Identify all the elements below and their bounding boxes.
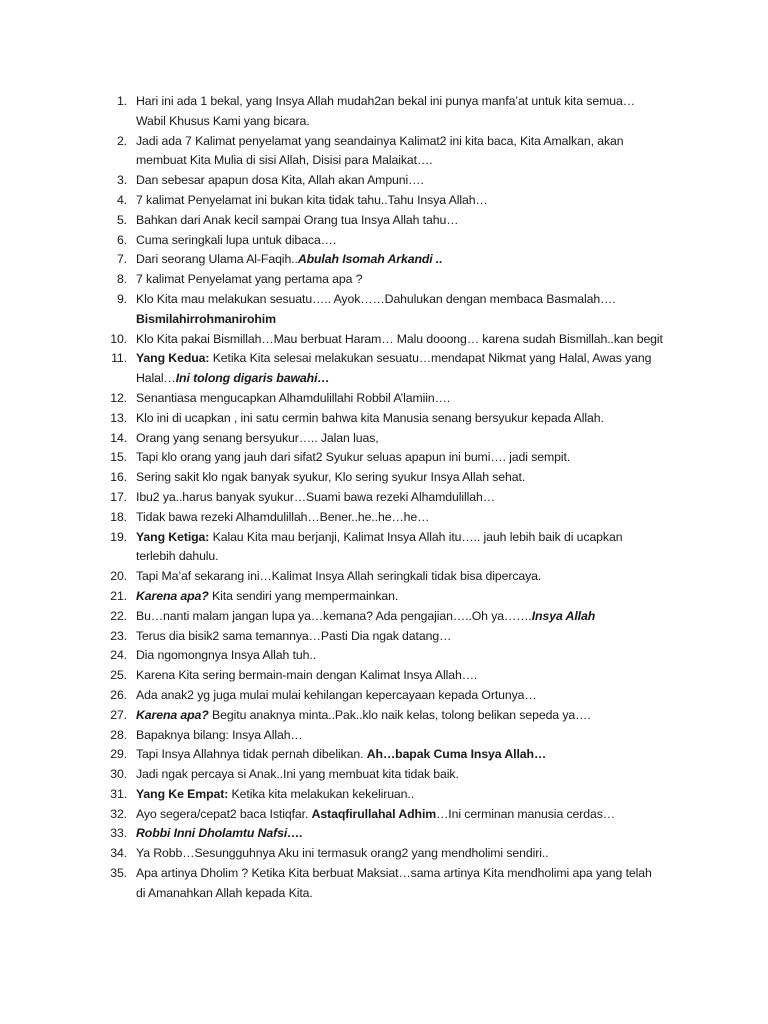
list-item-text: terlebih dahulu.	[136, 549, 219, 564]
list-item-text: Kita sendiri yang mempermainkan.	[208, 588, 399, 603]
list-item-number: 22.	[110, 608, 127, 623]
list-item-number: 9.	[116, 291, 127, 306]
list-item	[100, 171, 680, 191]
list-item-text: Halal…	[136, 371, 176, 386]
list-item-text: Robbi Inni Dholamtu Nafsi….	[136, 826, 303, 841]
list-item-text: Cuma seringkali lupa untuk dibaca….	[136, 232, 337, 247]
list-item-text: Tapi Ma’af sekarang ini…Kalimat Insya Allah seringkali tidak bisa dipercaya.	[136, 569, 542, 584]
list-item	[100, 765, 680, 785]
list-item-number: 35.	[110, 866, 127, 881]
list-item	[100, 587, 680, 607]
list-item-number: 34.	[110, 846, 127, 861]
list-item-text: Ketika kita melakukan kekeliruan..	[228, 786, 415, 801]
list-item-text: Hari ini ada 1 bekal, yang Insya Allah mudah2an bekal ini punya manfa’at untuk kita semua…	[136, 94, 635, 108]
list-item	[100, 706, 680, 726]
list-item	[100, 389, 680, 409]
list-item-number: 4.	[116, 192, 127, 207]
list-item-number: 32.	[110, 806, 127, 821]
list-item-text: Bu…nanti malam jangan lupa ya…kemana? Ada pengajian…..Oh ya…….	[136, 608, 532, 623]
list-item	[100, 745, 680, 765]
list-item	[100, 211, 680, 231]
list-item-text: Yang Ke Empat:	[136, 786, 229, 801]
list-item-text: 7 kalimat Penyelamat ini bukan kita tidak tahu..Tahu Insya Allah…	[136, 192, 488, 207]
list-item-text: Insya Allah	[531, 608, 596, 623]
list-item-text: …Ini cerminan manusia cerdas…	[436, 806, 616, 821]
list-item	[100, 726, 680, 746]
list-item-number: 5.	[116, 212, 127, 227]
list-item	[100, 349, 680, 389]
list-item-text: Bahkan dari Anak kecil sampai Orang tua Insya Allah tahu…	[136, 212, 459, 227]
list-item-text: Dia ngomongnya Insya Allah tuh..	[136, 648, 317, 663]
list-item-text: Ibu2 ya..harus banyak syukur…Suami bawa rezeki Alhamdulillah…	[136, 489, 495, 504]
list-item-text: Astaqfirullahal Adhim	[311, 806, 437, 821]
list-item	[100, 231, 680, 251]
list-item-text: Orang yang senang bersyukur….. Jalan luas,	[136, 430, 379, 445]
list-item-text: Dan sebesar apapun dosa Kita, Allah akan Ampuni….	[136, 173, 424, 188]
list-item-number: 25.	[110, 668, 127, 683]
list-item-number: 14.	[110, 430, 127, 445]
list-item-number: 31.	[110, 786, 127, 801]
list-item-number: 3.	[116, 173, 127, 188]
list-item	[100, 488, 680, 508]
list-item	[100, 92, 680, 132]
list-item-text: membuat Kita Mulia di sisi Allah, Disisi para Malaikat….	[136, 153, 433, 168]
list-item-text: Jadi ada 7 Kalimat penyelamat yang seandainya Kalimat2 ini kita baca, Kita Amalkan, akan	[136, 133, 624, 148]
list-item-number: 23.	[110, 628, 127, 643]
list-item-text: Yang Ketiga:	[136, 529, 210, 544]
list-item-number: 12.	[110, 390, 127, 405]
list-item	[100, 567, 680, 587]
list-item-number: 7.	[116, 252, 127, 267]
list-item	[100, 844, 680, 864]
list-item-text: Wabil Khusus Kami yang bicara.	[136, 113, 310, 128]
list-item-text: Terus dia bisik2 sama temannya…Pasti Dia ngak datang…	[136, 628, 452, 643]
list-item-text: Tapi Insya Allahnya tidak pernah dibelikan.	[136, 747, 367, 762]
list-item	[100, 627, 680, 647]
list-item	[100, 132, 680, 172]
list-item-text: Tidak bawa rezeki Alhamdulillah…Bener..he..he…he…	[136, 509, 430, 524]
list-item-text: Ah…bapak Cuma Insya Allah…	[366, 747, 547, 762]
list-item	[100, 805, 680, 825]
list-item-text: Tapi klo orang yang jauh dari sifat2 Syukur seluas apapun ini bumi…. jadi sempit.	[136, 450, 571, 465]
list-item-text: Apa artinya Dholim ? Ketika Kita berbuat Maksiat…sama artinya Kita mendholimi apa yang telah	[136, 866, 652, 881]
list-item	[100, 824, 680, 844]
list-item-text: Ketika Kita selesai melakukan sesuatu…mendapat Nikmat yang Halal, Awas yang	[209, 351, 652, 366]
list-item-text: Senantiasa mengucapkan Alhamdulillahi Robbil A’lamiin….	[136, 390, 451, 405]
list-item	[100, 508, 680, 528]
list-item	[100, 666, 680, 686]
list-item	[100, 290, 680, 330]
list-item	[100, 330, 680, 350]
list-item-number: 28.	[110, 727, 127, 742]
list-item	[100, 864, 680, 904]
list-item	[100, 646, 680, 666]
list-item	[100, 686, 680, 706]
list-item-text: Ini tolong digaris bawahi…	[175, 371, 330, 386]
list-item-number: 20.	[110, 569, 127, 584]
list-item	[100, 191, 680, 211]
list-item-text: Jadi ngak percaya si Anak..Ini yang membuat kita tidak baik.	[136, 767, 459, 782]
list-item	[100, 409, 680, 429]
list-item-text: Klo Kita pakai Bismillah…Mau berbuat Haram… Malu dooong… karena sudah Bismillah..kan begit	[136, 331, 663, 346]
list-item-text: di Amanahkan Allah kepada Kita.	[136, 885, 313, 900]
list-item-text: Dari seorang Ulama Al-Faqih..	[136, 252, 298, 267]
list-item-text: 7 kalimat Penyelamat yang pertama apa ?	[136, 272, 363, 287]
list-item	[100, 429, 680, 449]
list-item-text: Ayo segera/cepat2 baca Istiqfar.	[136, 806, 312, 821]
list-item-text: Klo ini di ucapkan , ini satu cermin bahwa kita Manusia senang bersyukur kepada Allah.	[136, 410, 604, 425]
list-item-number: 1.	[116, 94, 127, 108]
list-item	[100, 785, 680, 805]
list-item-text: Karena apa?	[136, 588, 209, 603]
list-item-number: 24.	[110, 648, 127, 663]
list-item-text: Ya Robb…Sesungguhnya Aku ini termasuk orang2 yang mendholimi sendiri..	[136, 846, 549, 861]
list-item-text: Ada anak2 yg juga mulai mulai kehilangan kepercayaan kepada Ortunya…	[136, 687, 537, 702]
list-item-text: Abulah Isomah Arkandi ..	[297, 252, 443, 267]
numbered-list	[100, 92, 680, 904]
list-item-number: 29.	[110, 747, 127, 762]
list-item-text: Kalau Kita mau berjanji, Kalimat Insya Allah itu….. jauh lebih baik di ucapkan	[209, 529, 623, 544]
list-item-number: 15.	[110, 450, 127, 465]
list-item-number: 21.	[110, 588, 127, 603]
list-item-number: 10.	[110, 331, 127, 346]
list-item-text: Karena Kita sering bermain-main dengan Kalimat Insya Allah….	[136, 668, 478, 683]
list-item-number: 16.	[110, 470, 127, 485]
list-item-text: Karena apa?	[136, 707, 209, 722]
list-item-text: Bismilahirrohmanirohim	[136, 311, 276, 326]
list-item-text: Begitu anaknya minta..Pak..klo naik kelas, tolong belikan sepeda ya….	[208, 707, 591, 722]
list-item-number: 33.	[110, 826, 127, 841]
list-item-number: 8.	[116, 272, 127, 287]
list-item-number: 11.	[111, 351, 127, 366]
list-item-text: Bapaknya bilang: Insya Allah…	[136, 727, 303, 742]
list-item	[100, 270, 680, 290]
list-item-number: 13.	[110, 410, 127, 425]
list-item-text: Yang Kedua:	[136, 351, 210, 366]
list-item-number: 17.	[110, 489, 127, 504]
list-item-number: 18.	[110, 509, 127, 524]
list-item	[100, 528, 680, 568]
list-item	[100, 448, 680, 468]
list-item-text: Sering sakit klo ngak banyak syukur, Klo sering syukur Insya Allah sehat.	[136, 470, 526, 485]
list-item-number: 27.	[110, 707, 127, 722]
list-item	[100, 250, 680, 270]
list-item	[100, 468, 680, 488]
list-item-number: 26.	[110, 687, 127, 702]
list-item	[100, 607, 680, 627]
list-item-number: 30.	[110, 767, 127, 782]
list-item-number: 19.	[110, 529, 127, 544]
list-item-number: 6.	[116, 232, 127, 247]
list-item-text: Klo Kita mau melakukan sesuatu….. Ayok……Dahulukan dengan membaca Basmalah….	[136, 291, 616, 306]
list-item-number: 2.	[116, 133, 127, 148]
